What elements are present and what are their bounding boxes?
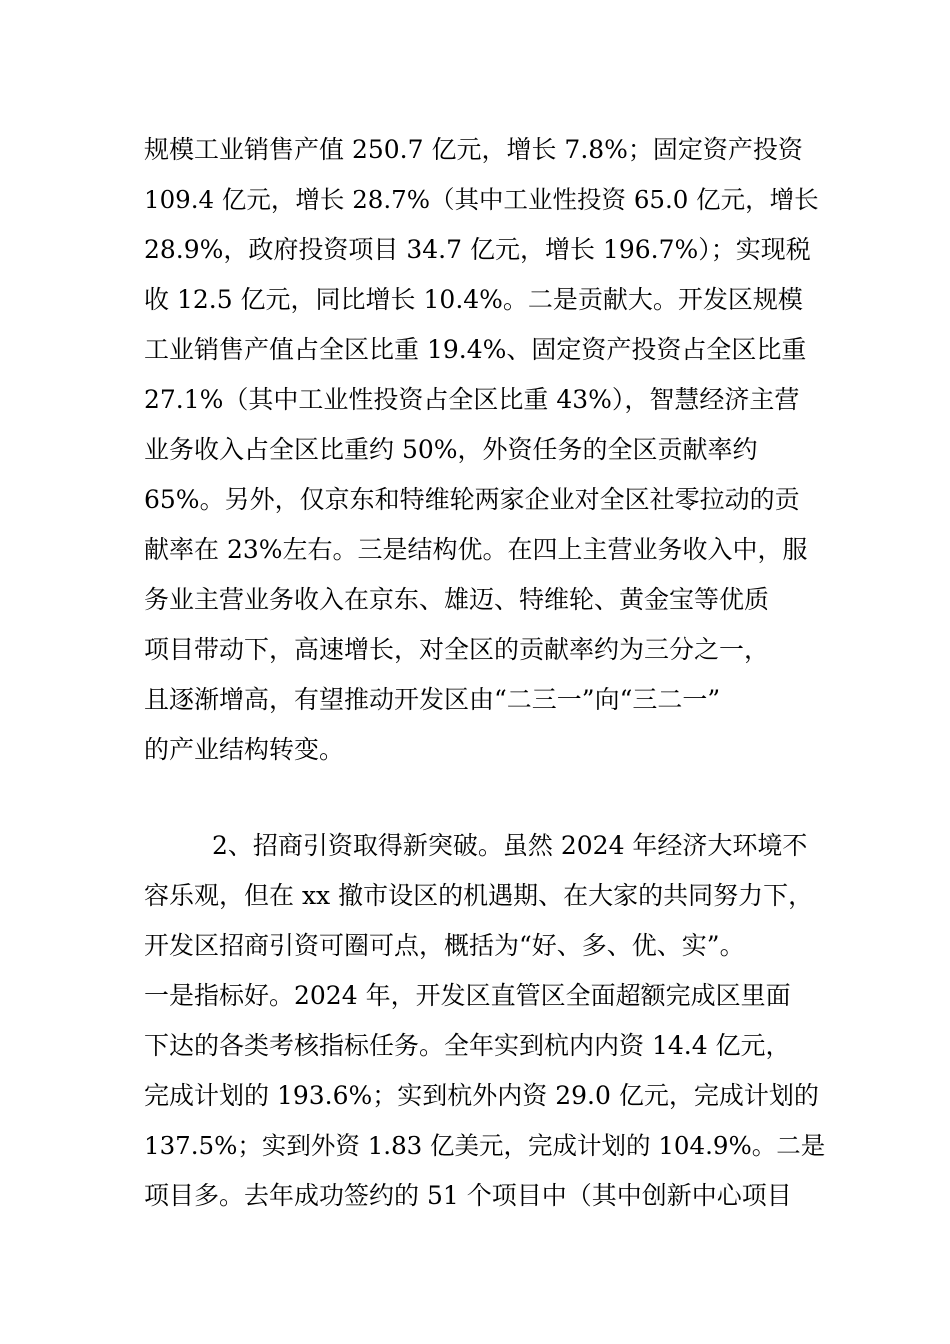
paragraph-1-line-6: 27.1%（其中工业性投资占全区比重 43%），智慧经济主营 bbox=[144, 385, 800, 414]
paragraph-1-line-2: 109.4 亿元，增长 28.7%（其中工业性投资 65.0 亿元，增长 bbox=[144, 185, 819, 214]
paragraph-2-line-7: 137.5%；实到外资 1.83 亿美元，完成计划的 104.9%。二是 bbox=[144, 1131, 826, 1160]
paragraph-2-line-8: 项目多。去年成功签约的 51 个项目中（其中创新中心项目 bbox=[144, 1181, 792, 1210]
paragraph-1-line-11: 项目带动下，高速增长，对全区的贡献率约为三分之一， bbox=[144, 635, 770, 664]
paragraph-1-line-12: 且逐渐增高，有望推动开发区由“二三一”向“三二一” bbox=[144, 685, 721, 714]
paragraph-2-line-1: 2、招商引资取得新突破。虽然 2024 年经济大环境不 bbox=[212, 831, 808, 860]
paragraph-2-line-2: 容乐观，但在 xx 撤市设区的机遇期、在大家的共同努力下， bbox=[144, 881, 814, 910]
paragraph-1-line-10: 务业主营业务收入在京东、雄迈、特维轮、黄金宝等优质 bbox=[144, 585, 770, 614]
paragraph-1-line-13: 的产业结构转变。 bbox=[144, 735, 345, 764]
paragraph-1-line-1: 规模工业销售产值 250.7 亿元，增长 7.8%；固定资产投资 bbox=[144, 135, 803, 164]
paragraph-2-line-5: 下达的各类考核指标任务。全年实到杭内内资 14.4 亿元， bbox=[144, 1031, 791, 1060]
paragraph-2-line-3: 开发区招商引资可圈可点，概括为“好、多、优、实”。 bbox=[144, 931, 745, 960]
paragraph-1-line-3: 28.9%，政府投资项目 34.7 亿元，增长 196.7%）；实现税 bbox=[144, 235, 811, 264]
paragraph-1-line-9: 献率在 23%左右。三是结构优。在四上主营业务收入中，服 bbox=[144, 535, 808, 564]
paragraph-1-line-8: 65%。另外，仅京东和特维轮两家企业对全区社零拉动的贡 bbox=[144, 485, 800, 514]
paragraph-1-line-4: 收 12.5 亿元，同比增长 10.4%。二是贡献大。开发区规模 bbox=[144, 285, 803, 314]
paragraph-2-line-6: 完成计划的 193.6%；实到杭外内资 29.0 亿元，完成计划的 bbox=[144, 1081, 819, 1110]
paragraph-2-line-4: 一是指标好。2024 年，开发区直管区全面超额完成区里面 bbox=[144, 981, 791, 1010]
paragraph-1-line-5: 工业销售产值占全区比重 19.4%、固定资产投资占全区比重 bbox=[144, 335, 807, 364]
paragraph-1-line-7: 业务收入占全区比重约 50%，外资任务的全区贡献率约 bbox=[144, 435, 758, 464]
